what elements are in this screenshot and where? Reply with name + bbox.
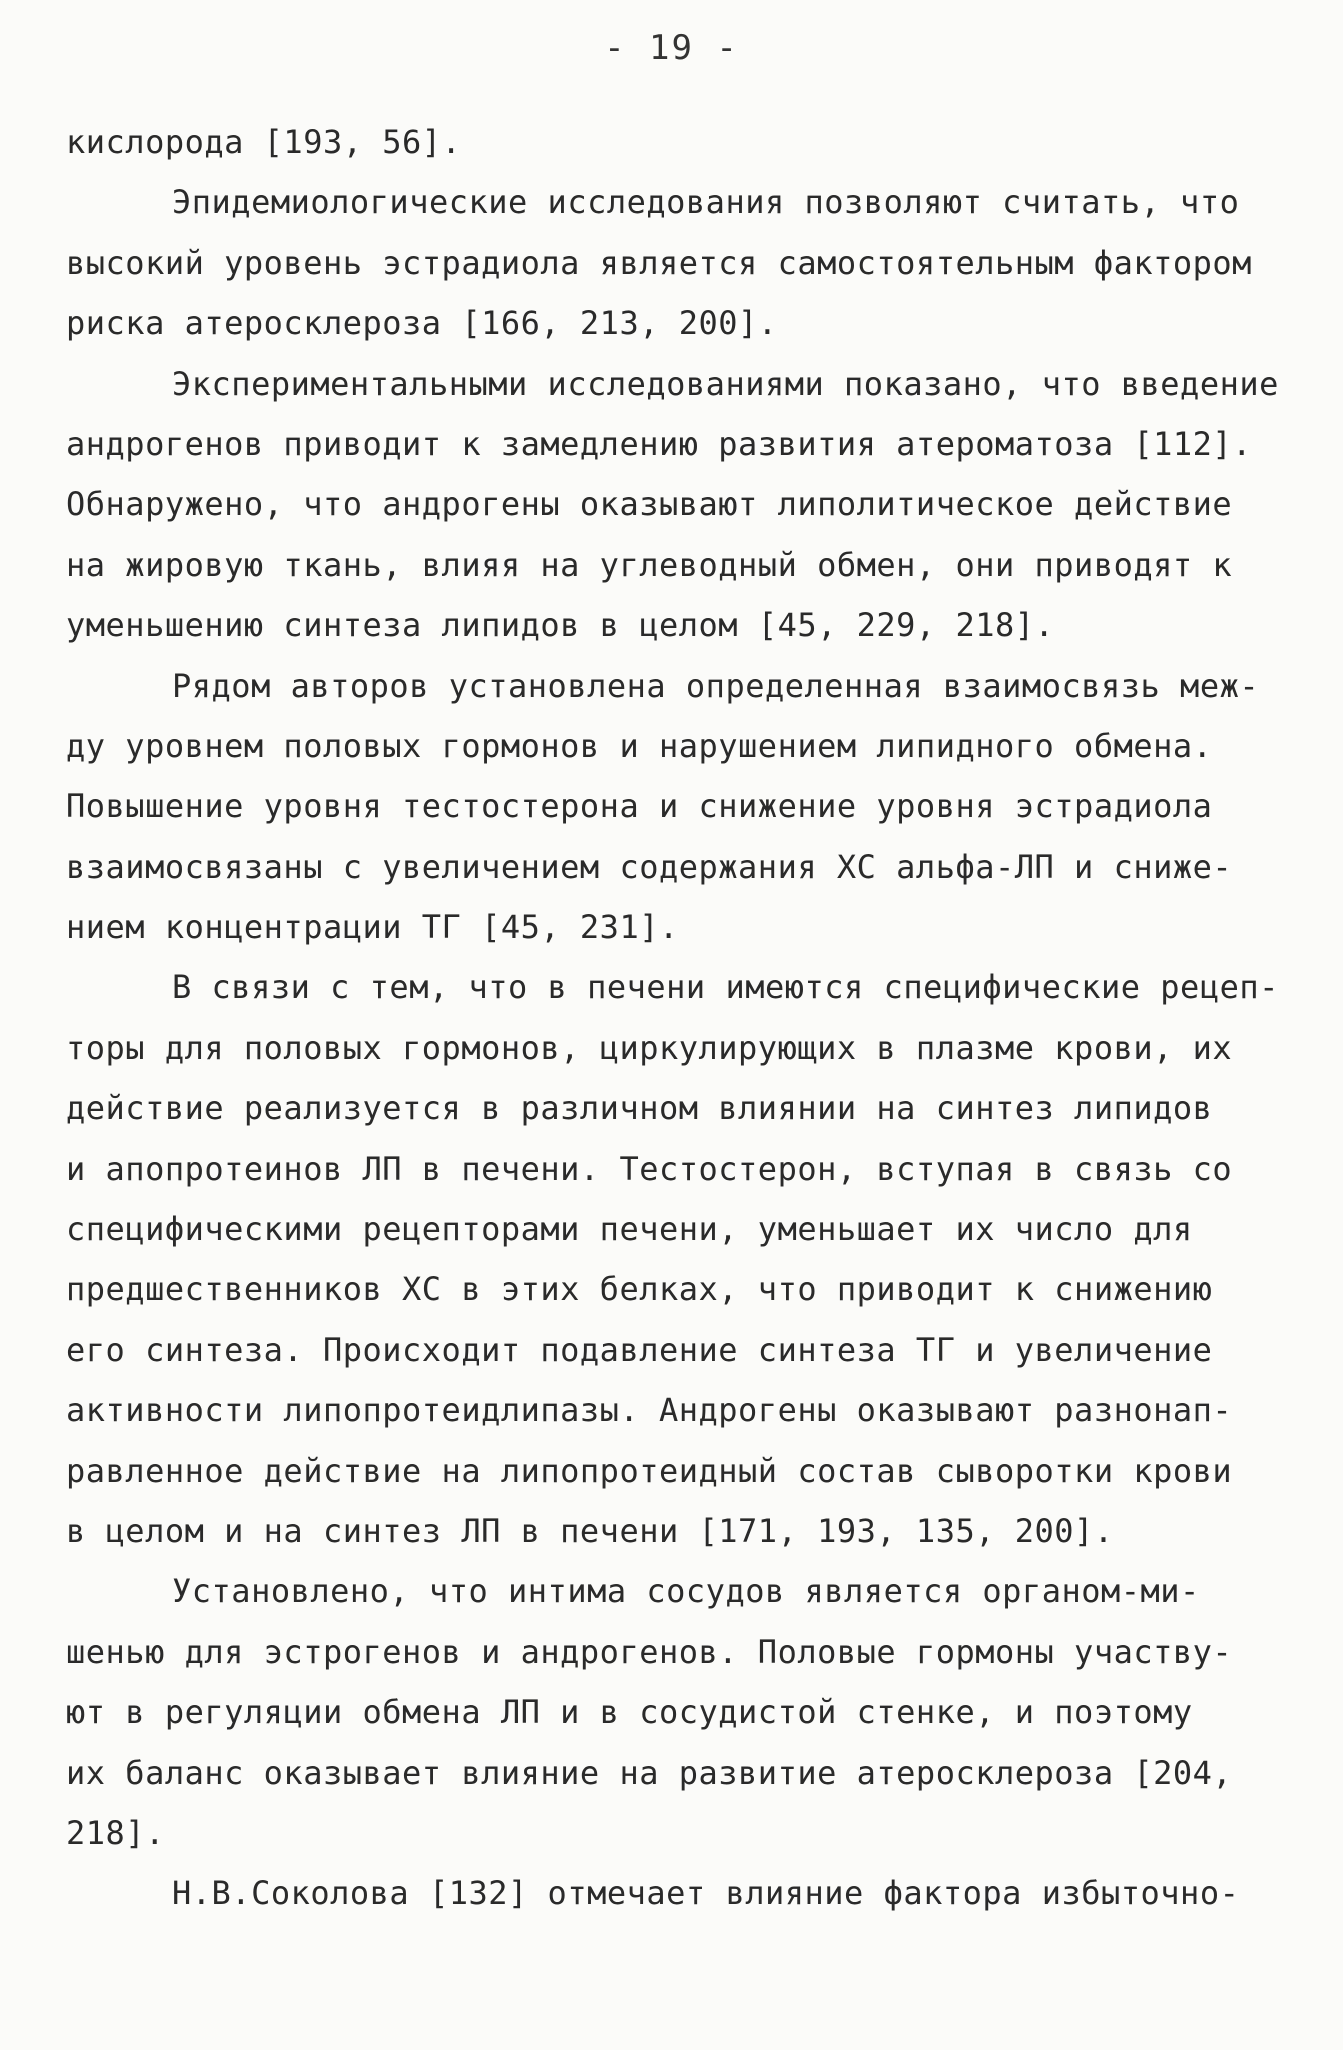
text-line: и апопротеинов ЛП в печени. Тестостерон, вступая в связь со [66, 1149, 1233, 1188]
text-line: ют в регуляции обмена ЛП и в сосудистой стенке, и поэтому [66, 1693, 1193, 1732]
text-line: высокий уровень эстрадиола является самостоятельным фактором [66, 243, 1252, 282]
text-line: нием концентрации ТГ [45, 231]. [66, 908, 679, 947]
text-line: его синтеза. Происходит подавление синтеза ТГ и увеличение [66, 1330, 1213, 1369]
text-line: на жировую ткань, влияя на углеводный обмен, они приводят к [66, 545, 1233, 584]
text-line: равленное действие на липопротеидный состав сыворотки крови [66, 1451, 1233, 1490]
text-line: Эпидемиологические исследования позволяют считать, что [172, 183, 1240, 222]
text-line: их баланс оказывает влияние на развитие атеросклероза [204, [66, 1753, 1233, 1792]
text-line: 218]. [66, 1813, 165, 1852]
text-line: Рядом авторов установлена определенная взаимосвязь меж- [172, 666, 1260, 705]
text-line: Н.В.Соколова [132] отмечает влияние фактора избыточно- [172, 1874, 1240, 1913]
text-line: специфическими рецепторами печени, уменьшает их число для [66, 1210, 1193, 1249]
text-line: шенью для эстрогенов и андрогенов. Половые гормоны участву- [66, 1632, 1233, 1671]
text-line: действие реализуется в различном влиянии на синтез липидов [66, 1089, 1213, 1128]
text-line: В связи с тем, что в печени имеются специфические рецеп- [172, 968, 1279, 1007]
text-line: торы для половых гормонов, циркулирующих в плазме крови, их [66, 1028, 1233, 1067]
text-line: Обнаружено, что андрогены оказывают липолитическое действие [66, 485, 1233, 524]
text-line: Экспериментальными исследованиями показано, что введение [172, 364, 1279, 403]
text-line: андрогенов приводит к замедлению развития атероматоза [112]. [66, 424, 1252, 463]
text-line: в целом и на синтез ЛП в печени [171, 193, 135, 200]. [66, 1511, 1114, 1550]
body-text [66, 112, 1296, 1924]
text-line: взаимосвязаны с увеличением содержания ХС альфа-ЛП и сниже- [66, 847, 1233, 886]
text-line: активности липопротеидлипазы. Андрогены оказывают разнонап- [66, 1391, 1233, 1430]
page-number: - 19 - [604, 28, 739, 68]
text-line: ду уровнем половых гормонов и нарушением липидного обмена. [66, 726, 1213, 765]
text-line: Повышение уровня тестостерона и снижение уровня эстрадиола [66, 787, 1213, 826]
text-line: предшественников ХС в этих белках, что приводит к снижению [66, 1270, 1213, 1309]
text-line: уменьшению синтеза липидов в целом [45, 229, 218]. [66, 606, 1055, 645]
text-line: риска атеросклероза [166, 213, 200]. [66, 304, 778, 343]
text-line: Установлено, что интима сосудов является органом-ми- [172, 1572, 1200, 1611]
text-line: кислорода [193, 56]. [66, 123, 462, 161]
